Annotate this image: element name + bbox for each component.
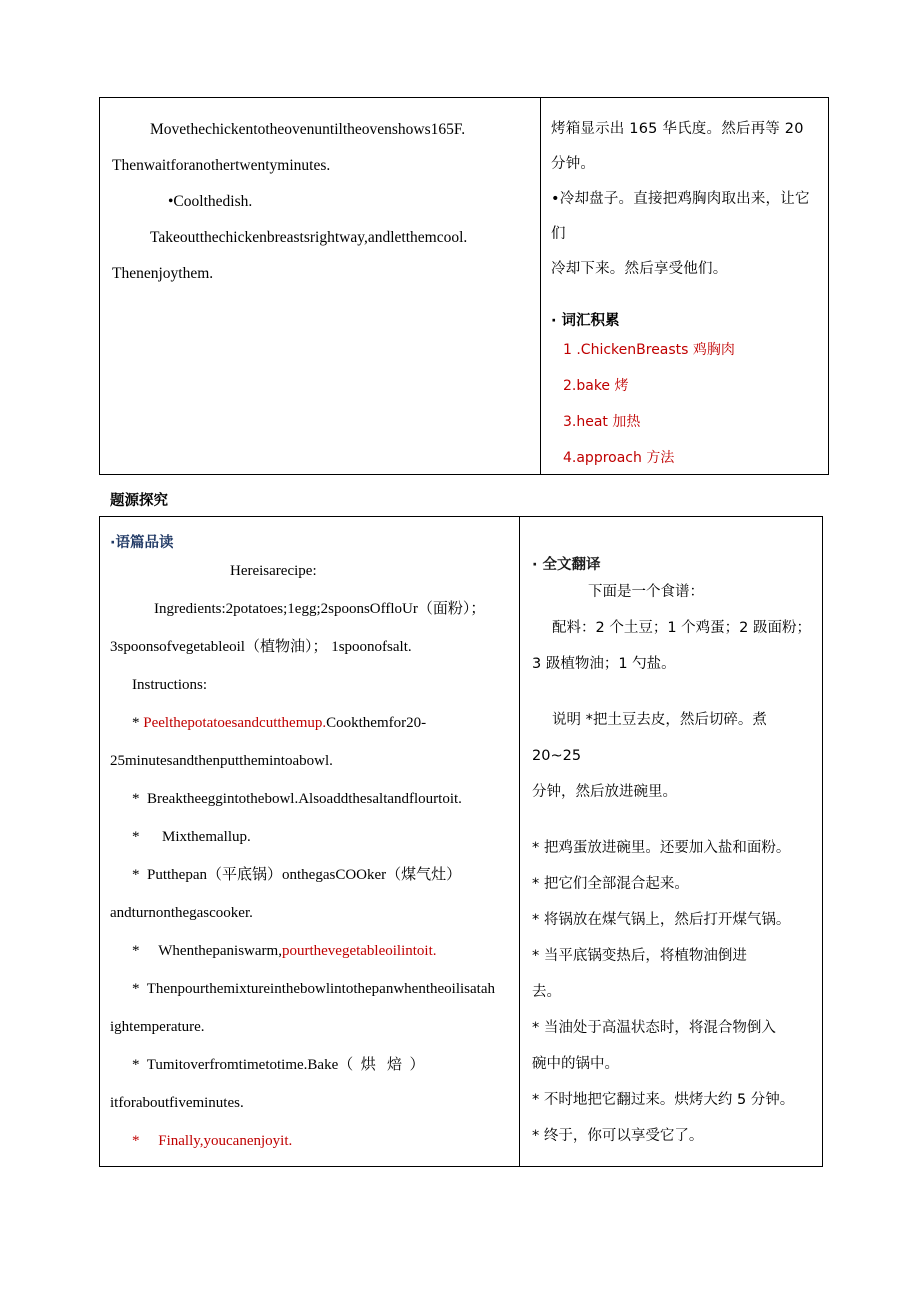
english-line: itforaboutfiveminutes.	[110, 1095, 244, 1111]
english-line: * Putthepan（平底锅）onthegasCOOker（煤气灶）	[132, 867, 462, 883]
english-line-highlighted	[110, 932, 509, 970]
english-line: * Tumitoverfromtimetotime.Bake（ 烘 焙 ）	[132, 1057, 425, 1073]
chinese-line: 分钟，然后放进碗里。	[532, 784, 677, 800]
red-phrase: Peelthepotatoesandcutthemup.	[143, 715, 327, 731]
chinese-line: 3 趿植物油；1 勺盐。	[532, 656, 676, 672]
english-line-highlighted	[110, 704, 509, 742]
english-line: Movethechickentotheovenuntiltheovenshows165F.	[150, 121, 466, 138]
english-line: 3spoonsofvegetableoil（植物油）； 1spoonofsalt.	[110, 639, 412, 655]
english-line: Thenenjoythem.	[112, 265, 214, 282]
full-translation-heading: · 全文翻译	[532, 557, 601, 573]
chinese-line: * 终于，你可以享受它了。	[532, 1128, 704, 1144]
chinese-line: 说明 *把土豆去皮，然后切碎。煮 20~25	[532, 712, 767, 764]
english-line: * Thenpourthemixtureinthebowlintothepanwhentheoilisatah	[132, 981, 495, 997]
english-line: Hereisarecipe:	[230, 563, 317, 579]
vocabulary-item: 4.approach 方法	[563, 450, 675, 466]
red-phrase: pourthevegetableoilintoit.	[281, 943, 437, 959]
bullet-star: *	[132, 715, 144, 731]
table2-chinese-cell	[520, 517, 822, 1166]
english-line-highlighted: * Finally,youcanenjoyit.	[132, 1133, 293, 1149]
chinese-line: * 把鸡蛋放进碗里。还要加入盐和面粉。	[532, 840, 791, 856]
chinese-line: 碗中的锅中。	[532, 1056, 619, 1072]
english-line: •Coolthedish.	[168, 193, 253, 210]
table2-english-cell	[100, 517, 520, 1166]
table-recipe-part2	[99, 516, 823, 1167]
chinese-line: 烤箱显示出 165 华氏度。然后再等 20 分钟。	[551, 121, 804, 172]
english-line: 25minutesandthenputthemintoabowl.	[110, 753, 333, 769]
english-line: Instructions:	[132, 677, 207, 693]
vocabulary-item: 2.bake 烤	[563, 378, 629, 394]
chinese-line: * 将锅放在煤气锅上，然后打开煤气锅。	[532, 912, 791, 928]
chinese-line: * 把它们全部混合起来。	[532, 876, 689, 892]
chinese-line: 下面是一个食谱：	[588, 584, 704, 600]
chinese-line: * 当平底锅变热后，将植物油倒进	[532, 948, 747, 964]
vocabulary-heading: · 词汇积累	[551, 313, 620, 329]
english-line: * Breaktheeggintothebowl.Alsoaddthesaltandflourtoit.	[132, 791, 462, 807]
english-line: ightemperature.	[110, 1019, 205, 1035]
english-line: andturnonthegascooker.	[110, 905, 253, 921]
vocabulary-item: 3.heat 加热	[563, 414, 641, 430]
vocabulary-item: 1 .ChickenBreasts 鸡胸肉	[563, 342, 735, 358]
table1-english-cell	[100, 98, 541, 474]
chinese-line: 冷却下来。然后享受他们。	[551, 261, 728, 277]
passage-reading-heading: ·语篇品读	[110, 535, 174, 551]
chinese-line: * 不时地把它翻过来。烘烤大约 5 分钟。	[532, 1092, 795, 1108]
chinese-line: 配料：2 个土豆；1 个鸡蛋；2 趿面粉；	[552, 620, 812, 636]
section-title: 题源探究	[110, 493, 168, 509]
spacer	[532, 682, 812, 702]
spacer	[532, 810, 812, 830]
line-rest: Cookthemfor20-	[326, 715, 427, 731]
bullet-star: * Whenthepaniswarm,	[132, 943, 282, 959]
table1-chinese-cell	[541, 98, 828, 474]
table-recipe-part1	[99, 97, 829, 475]
english-line: * Mixthemallup.	[132, 829, 251, 845]
english-line: Thenwaitforanothertwentyminutes.	[112, 157, 331, 174]
chinese-line: * 当油处于高温状态时，将混合物倒入	[532, 1020, 776, 1036]
english-line: Takeoutthechickenbreastsrightway,andletthemcool.	[150, 229, 468, 246]
chinese-line: •冷却盘子。直接把鸡胸肉取出来，让它们	[551, 191, 810, 242]
chinese-line: 去。	[532, 984, 561, 1000]
english-line: Ingredients:2potatoes;1egg;2spoonsOffloUr（面粉）；	[154, 601, 486, 617]
